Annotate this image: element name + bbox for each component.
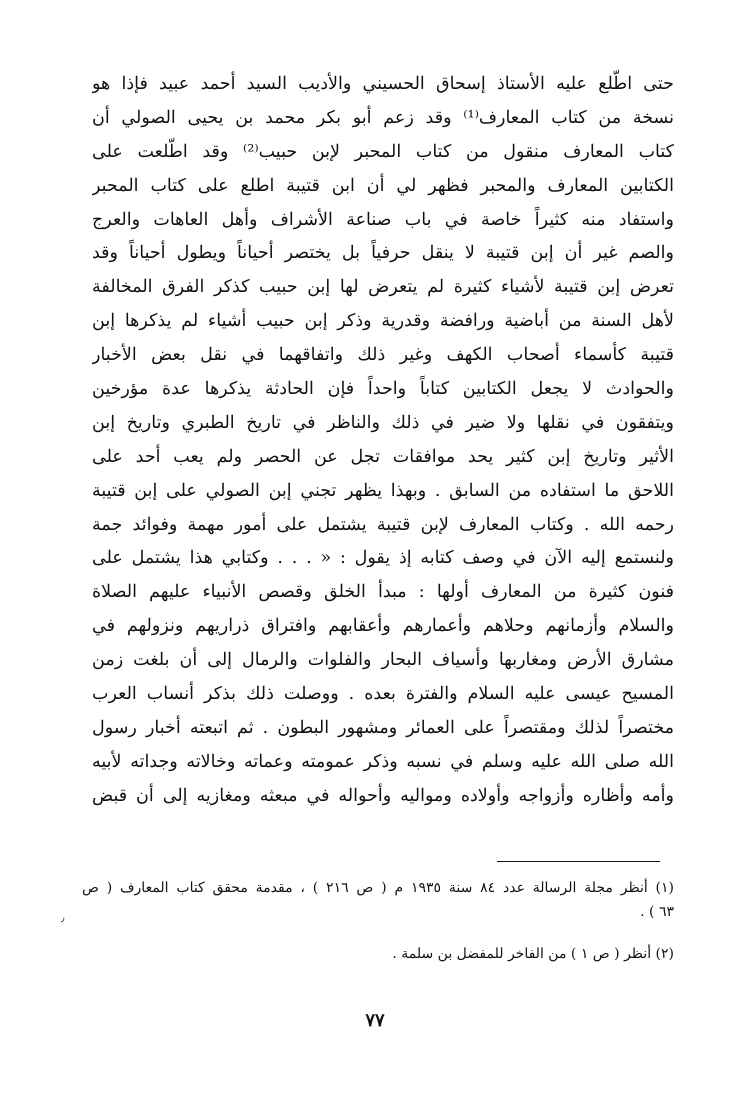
- text-line-14: رحمه الله . وكتاب المعارف لإبن قتيبة يشتمل على أمور مهمة وفوائد جمة: [92, 514, 674, 535]
- text-line-16: فنون كثيرة من المعارف أولها : مبدأ الخلق وقصص الأنبياء عليهم الصلاة: [92, 582, 674, 603]
- footnote-divider: [497, 861, 660, 862]
- text-line-12: الأثير وتاريخ إبن كثير يحد موافقات تجل عن الحصر ولم يعب أحد على: [92, 446, 674, 467]
- footnote-spacer: [82, 924, 674, 942]
- footnote-2: (٢) أنظر ( ص ١ ) من الفاخر للمفضل بن سلمة .: [392, 946, 674, 962]
- text-line-3: كتاب المعارف منقول من كتاب المحبر لإبن حبيب⁽²⁾ وقد اطّلعت على: [92, 141, 674, 162]
- text-line-8: لأهل السنة من أباضية ورافضة وقدرية وذكر إبن حبيب أشياء لم يذكرها إبن: [92, 311, 674, 332]
- footnotes-block: [82, 876, 674, 966]
- text-line-15: ولنستمع إليه الآن في وصف كتابه إذ يقول : « . . . وكتابي هذا يشتمل على: [92, 548, 674, 569]
- text-line-20: مختصراً لذلك ومقتصراً على العمائر ومشهور البطون . ثم اتبعته أخبار رسول: [92, 717, 674, 738]
- text-line-17: والسلام وأزمانهم وحلاهم وأعمارهم وأعقابهم وافتراق ذراريهم ونزولهم في: [92, 616, 674, 637]
- text-line-1: حتى اطّلع عليه الأستاذ إسحاق الحسيني والأديب السيد أحمد عبيد فإذا هو: [92, 74, 674, 94]
- text-line-13: اللاحق ما استفاده من السابق . وبهذا يظهر تجني إبن الصولي على إبن قتيبة: [92, 480, 674, 501]
- page-number: ٧٧: [365, 1010, 385, 1031]
- text-line-10: والحوادث لا يجعل الكتابين كتاباً واحداً فإن الحادثة يذكرها عدة مؤرخين: [92, 379, 674, 400]
- text-line-21: الله صلى الله عليه وسلم في نسبه وذكر عمومته وعماته وخالاته وجداته لأبيه: [92, 751, 674, 772]
- margin-mark: ٫: [61, 911, 65, 924]
- text-line-5: واستفاد منه كثيراً خاصة في باب صناعة الأشراف وأهل العاهات والعرج: [92, 209, 674, 230]
- main-text-block: [92, 68, 674, 814]
- text-line-22: وأمه وأظاره وأزواجه وأولاده ومواليه وأحواله في مبعثه ومغازيه إلى أن قبض: [92, 785, 674, 806]
- footnote-1-line-1: (١) أنظر مجلة الرسالة عدد ٨٤ سنة ١٩٣٥ م ( ص ٢١٦ ) ، مقدمة محقق كتاب المعارف ( ص: [82, 880, 674, 896]
- text-line-2: نسخة من كتاب المعارف⁽¹⁾ وقد زعم أبو بكر محمد بن يحيى الصولي أن: [92, 107, 674, 128]
- text-line-19: المسيح عيسى عليه السلام والفترة بعده . ووصلت ذلك بذكر أنساب العرب: [92, 684, 674, 705]
- text-line-4: الكتابين المعارف والمحبر فظهر لي أن ابن قتيبة اطلع على كتاب المحبر: [92, 175, 674, 196]
- footnote-1-line-2: ٦٣ ) .: [640, 904, 674, 920]
- text-line-9: قتيبة كأسماء أصحاب الكهف وغير ذلك واتفاقهما في نقل بعض الأخبار: [92, 345, 674, 366]
- text-line-7: تعرض إبن قتيبة لأشياء كثيرة لم يتعرض لها إبن حبيب كذكر الفرق المخالفة: [92, 277, 674, 298]
- text-line-6: والصم غير أن إبن قتيبة لا ينقل حرفياً بل يختصر أحياناً ويطول أحياناً وقد: [92, 243, 674, 264]
- text-line-11: ويتفقون في نقلها ولا ضير في ذلك والناظر في تاريخ الطبري وتاريخ إبن: [92, 412, 674, 433]
- text-line-18: مشارق الأرض ومغاربها وأسياف البحار والفلوات والرمال إلى أن بلغت زمن: [92, 650, 674, 671]
